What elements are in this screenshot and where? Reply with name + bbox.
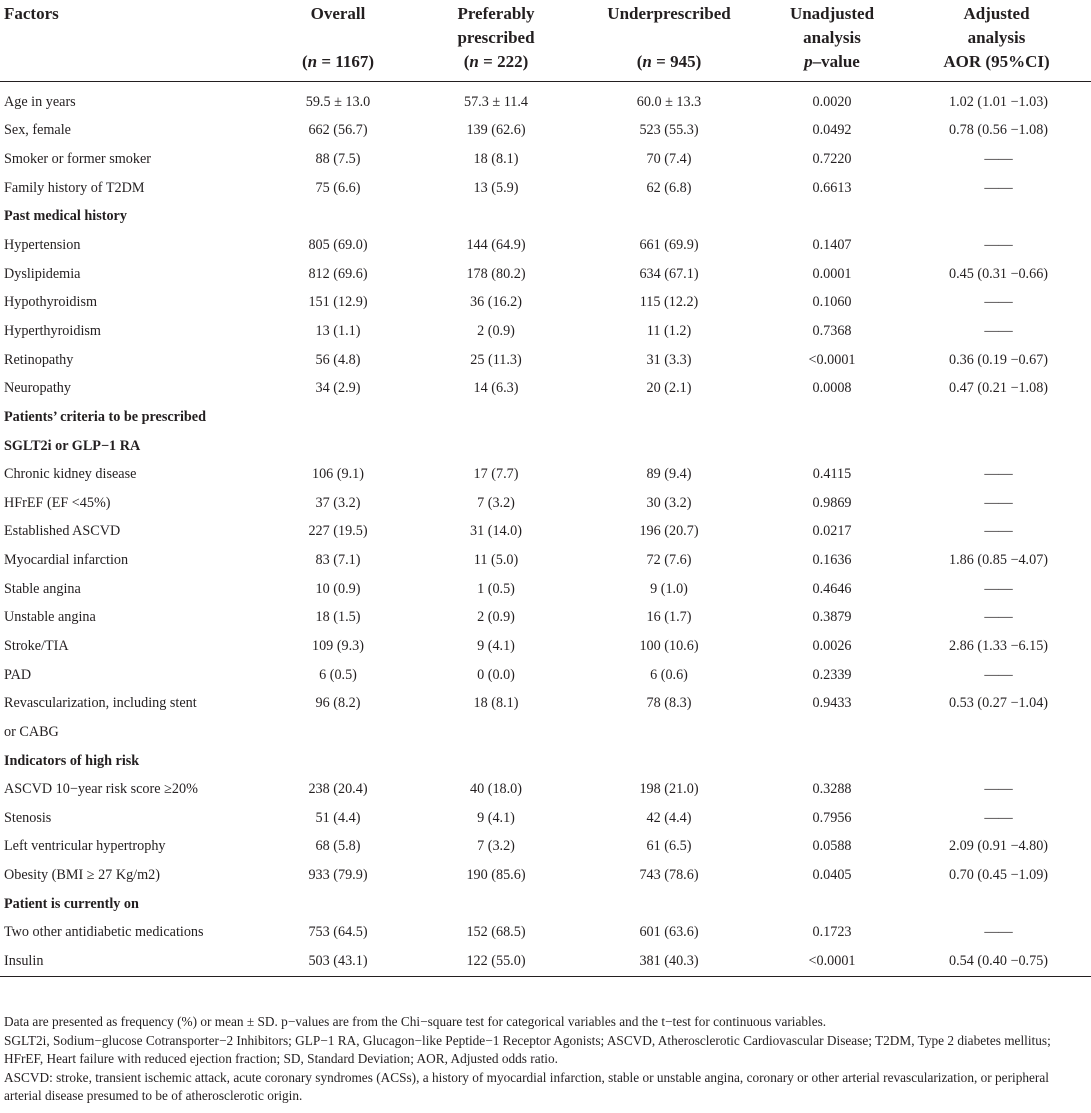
header-preferably-n: (n = 222) (463, 52, 529, 71)
cell-p: 0.0492 (812, 122, 852, 139)
cell-under: 70 (7.4) (646, 151, 692, 168)
table-row (0, 288, 1091, 317)
section-row (0, 890, 1091, 919)
cell-pref: 144 (64.9) (466, 237, 526, 254)
cell-aor: 2.09 (0.91 −4.80) (948, 838, 1049, 855)
cell-pref: 2 (0.9) (477, 609, 515, 626)
cell-label: Neuropathy (4, 380, 71, 397)
cell-p: 0.1636 (812, 552, 852, 569)
cell-pref: 13 (5.9) (473, 179, 519, 196)
cell-label: Established ASCVD (4, 523, 121, 540)
cell-overall: 662 (56.7) (308, 122, 368, 139)
cell-aor: 0.36 (0.19 −0.67) (948, 351, 1049, 368)
cell-overall: 88 (7.5) (315, 151, 361, 168)
cell-overall: 238 (20.4) (308, 781, 368, 798)
cell-p: 0.3288 (812, 781, 852, 798)
cell-overall: 503 (43.1) (264, 947, 412, 976)
cell-under: 60.0 ± 13.3 (636, 93, 702, 110)
table-row (0, 604, 1091, 633)
cell-pref: 152 (68.5) (466, 924, 526, 941)
header-unadjusted-line2: analysis (803, 28, 861, 47)
cell-overall: 6 (0.5) (319, 666, 357, 683)
cell-pref: 1 (0.5) (477, 580, 515, 597)
header-unadjusted (758, 0, 906, 82)
cell-under: 9 (1.0) (650, 580, 688, 597)
table-row (0, 346, 1091, 375)
section-row (0, 203, 1091, 232)
cell-p: 0.6613 (812, 179, 852, 196)
cell-under: 100 (10.6) (639, 637, 699, 654)
cell-pref: 190 (85.6) (466, 867, 526, 884)
header-under-line1: Underprescribed (607, 4, 731, 23)
cell-pref: 17 (7.7) (473, 466, 519, 483)
section-heading: Indicators of high risk (4, 752, 140, 769)
table-row (0, 947, 1091, 976)
table-row (0, 260, 1091, 289)
cell-p: 0.1723 (812, 924, 852, 941)
cell-under: 6 (0.6) (650, 666, 688, 683)
cell-p: 0.4115 (812, 466, 852, 483)
header-factors-label: Factors (4, 4, 59, 23)
cell-label: Family history of T2DM (4, 179, 145, 196)
table-row (0, 374, 1091, 403)
cell-label: ASCVD 10−year risk score ≥20% (4, 781, 198, 798)
cell-pref: 9 (4.1) (477, 637, 515, 654)
cell-pref: 36 (16.2) (469, 294, 522, 311)
cell-pref: 40 (18.0) (469, 781, 522, 798)
cell-pref: 18 (8.1) (473, 151, 519, 168)
cell-label: Two other antidiabetic medications (4, 924, 204, 941)
cell-aor: —— (984, 809, 1013, 826)
cell-under: 115 (12.2) (639, 294, 699, 311)
table-row (0, 718, 1091, 747)
cell-under: 72 (7.6) (646, 552, 692, 569)
table-row (0, 317, 1091, 346)
cell-aor: —— (984, 924, 1013, 941)
section-heading: SGLT2i or GLP−1 RA (4, 437, 141, 454)
header-preferably (412, 0, 580, 82)
cell-overall: 106 (9.1) (311, 466, 364, 483)
section-row (0, 432, 1091, 461)
cell-p: 0.0217 (812, 523, 852, 540)
cell-pref: 139 (62.6) (466, 122, 526, 139)
cell-label: Hypothyroidism (4, 294, 98, 311)
header-overall-n: (n = 1167) (301, 52, 375, 71)
cell-under: 30 (3.2) (646, 494, 692, 511)
header-overall-line1: Overall (310, 4, 366, 23)
cell-label: Revascularization, including stent (4, 695, 197, 712)
cell-under: 78 (8.3) (646, 695, 692, 712)
header-unadjusted-p: p–value (804, 52, 860, 71)
cell-aor: —— (984, 466, 1013, 483)
table-row (0, 117, 1091, 146)
cell-label: Stenosis (4, 809, 52, 826)
cell-overall: 68 (5.8) (315, 838, 361, 855)
cell-p: 0.2339 (812, 666, 852, 683)
cell-overall: 75 (6.6) (315, 179, 361, 196)
cell-under: 20 (2.1) (646, 380, 692, 397)
cell-overall: 109 (9.3) (311, 637, 364, 654)
cell-label: Hyperthyroidism (4, 322, 101, 339)
table-row (0, 804, 1091, 833)
table-row (0, 689, 1091, 718)
cell-label: Age in years (4, 93, 76, 110)
cell-under: 381 (40.3) (580, 947, 758, 976)
cell-pref (412, 718, 580, 747)
cell-under (580, 718, 758, 747)
cell-pref: 7 (3.2) (477, 838, 515, 855)
cell-under: 89 (9.4) (646, 466, 692, 483)
header-row (0, 0, 1091, 82)
table-row (0, 775, 1091, 804)
table-row (0, 82, 1091, 117)
cell-overall: 10 (0.9) (315, 580, 361, 597)
cell-overall (264, 718, 412, 747)
cell-p: 0.1407 (812, 237, 852, 254)
cell-under: 62 (6.8) (646, 179, 692, 196)
cell-pref: 57.3 ± 11.4 (463, 93, 528, 110)
cell-label: Chronic kidney disease (4, 466, 137, 483)
cell-aor: 1.02 (1.01 −1.03) (948, 93, 1049, 110)
cell-overall: 812 (69.6) (308, 265, 368, 282)
cell-aor (906, 718, 1091, 747)
cell-pref: 0 (0.0) (477, 666, 515, 683)
cell-overall: 13 (1.1) (315, 322, 361, 339)
cell-under: 634 (67.1) (639, 265, 699, 282)
cell-overall: 18 (1.5) (315, 609, 361, 626)
cell-p: 0.0020 (812, 93, 852, 110)
cell-aor: 0.53 (0.27 −1.04) (948, 695, 1049, 712)
header-adjusted-line2: analysis (967, 28, 1026, 47)
cell-p: <0.0001 (808, 351, 856, 368)
section-row (0, 747, 1091, 776)
header-factors (0, 0, 264, 82)
table-row (0, 575, 1091, 604)
cell-pref: 31 (14.0) (469, 523, 522, 540)
cell-pref: 18 (8.1) (473, 695, 519, 712)
cell-p: <0.0001 (758, 947, 906, 976)
cell-under: 11 (1.2) (646, 322, 692, 339)
cell-under: 196 (20.7) (639, 523, 699, 540)
header-preferably-line2: prescribed (457, 28, 535, 47)
table-row (0, 861, 1091, 890)
cell-p: 0.9433 (812, 695, 852, 712)
section-heading: Patients’ criteria to be prescribed (4, 408, 206, 425)
cell-pref: 178 (80.2) (466, 265, 526, 282)
cell-aor: —— (984, 523, 1013, 540)
cell-overall: 933 (79.9) (308, 867, 368, 884)
cell-label: Obesity (BMI ≥ 27 Kg/m2) (4, 867, 160, 884)
cell-aor: 0.54 (0.40 −0.75) (906, 947, 1091, 976)
cell-overall: 83 (7.1) (315, 552, 361, 569)
cell-under: 523 (55.3) (639, 122, 699, 139)
cell-pref: 14 (6.3) (473, 380, 519, 397)
cell-overall: 753 (64.5) (308, 924, 368, 941)
table-row (0, 231, 1091, 260)
cell-p (758, 718, 906, 747)
table-row (0, 661, 1091, 690)
cell-p: 0.4646 (812, 580, 852, 597)
table-row (0, 145, 1091, 174)
cell-aor: —— (984, 580, 1013, 597)
cell-label: Myocardial infarction (4, 552, 129, 569)
cell-p: 0.0588 (812, 838, 852, 855)
footnote-1: Data are presented as frequency (%) or mean ± SD. p−values are from the Chi−square test for categorical variables and the t−test for continuous variables. (4, 1014, 827, 1029)
cell-overall: 37 (3.2) (315, 494, 361, 511)
cell-label: Smoker or former smoker (4, 151, 151, 168)
cell-label: Left ventricular hypertrophy (4, 838, 166, 855)
cell-aor: 0.70 (0.45 −1.09) (948, 867, 1049, 884)
table-row (0, 546, 1091, 575)
cell-label: Stroke/TIA (4, 637, 69, 654)
cell-aor: —— (984, 666, 1013, 683)
cell-overall: 805 (69.0) (308, 237, 368, 254)
table-row (0, 919, 1091, 948)
cell-under: 661 (69.9) (639, 237, 699, 254)
header-unadjusted-line1: Unadjusted (789, 4, 875, 23)
table-row (0, 460, 1091, 489)
header-preferably-line1: Preferably (457, 4, 535, 23)
cell-under: 198 (21.0) (639, 781, 699, 798)
footnote-3: ASCVD: stroke, transient ischemic attack, acute coronary syndromes (ACSs), a history of myocardial infarction, stable or unstable angina, coronary or other arterial revascularization, or peripheral arterial disease presumed to be of atherosclerotic origin. (4, 1069, 1049, 1103)
cell-label: Retinopathy (4, 351, 74, 368)
header-under (580, 0, 758, 82)
cell-label: Hypertension (4, 237, 81, 254)
cell-label: or CABG (4, 723, 59, 740)
cell-overall: 59.5 ± 13.0 (305, 93, 371, 110)
cell-under: 601 (63.6) (639, 924, 699, 941)
cell-label: Insulin (0, 947, 264, 976)
table-row (0, 489, 1091, 518)
cell-aor: —— (984, 781, 1013, 798)
cell-label: Stable angina (4, 580, 81, 597)
cell-overall: 151 (12.9) (308, 294, 368, 311)
cell-label: Dyslipidemia (4, 265, 81, 282)
cell-aor: 2.86 (1.33 −6.15) (948, 637, 1049, 654)
table-row (0, 518, 1091, 547)
cell-label: Sex, female (4, 122, 71, 139)
cell-aor: —— (984, 609, 1013, 626)
cell-aor: 0.47 (0.21 −1.08) (948, 380, 1049, 397)
cell-overall: 227 (19.5) (308, 523, 368, 540)
cell-p: 0.0008 (812, 380, 852, 397)
section-heading: Patient is currently on (4, 895, 139, 912)
cell-under: 16 (1.7) (646, 609, 692, 626)
cell-aor: 0.45 (0.31 −0.66) (948, 265, 1049, 282)
table-body (0, 82, 1091, 977)
cell-pref: 9 (4.1) (477, 809, 515, 826)
cell-p: 0.0405 (812, 867, 852, 884)
cell-label: Unstable angina (4, 609, 96, 626)
cell-aor: —— (984, 179, 1013, 196)
header-adjusted (906, 0, 1091, 82)
header-adjusted-line1: Adjusted (963, 4, 1030, 23)
cell-p: 0.9869 (812, 494, 852, 511)
cell-under: 42 (4.4) (646, 809, 692, 826)
cell-under: 743 (78.6) (639, 867, 699, 884)
table-footnotes (4, 1013, 1086, 1106)
cell-pref: 25 (11.3) (470, 351, 522, 368)
cell-aor: —— (984, 294, 1013, 311)
cell-pref: 122 (55.0) (412, 947, 580, 976)
cell-pref: 11 (5.0) (473, 552, 519, 569)
cell-p: 0.0001 (812, 265, 852, 282)
table-row (0, 632, 1091, 661)
cell-label: HFrEF (EF <45%) (4, 494, 111, 511)
header-adjusted-line3: AOR (95%CI) (943, 52, 1050, 71)
cell-under: 31 (3.3) (646, 351, 692, 368)
table-row (0, 174, 1091, 203)
header-overall (264, 0, 412, 82)
cell-label: PAD (4, 666, 32, 683)
header-under-n: (n = 945) (636, 52, 702, 71)
cell-pref: 2 (0.9) (477, 322, 515, 339)
cell-p: 0.1060 (812, 294, 852, 311)
cell-pref: 7 (3.2) (477, 494, 515, 511)
cell-under: 61 (6.5) (646, 838, 692, 855)
cell-p: 0.7220 (812, 151, 852, 168)
cell-p: 0.7368 (812, 322, 852, 339)
cell-overall: 96 (8.2) (315, 695, 361, 712)
cell-overall: 34 (2.9) (315, 380, 361, 397)
cell-overall: 51 (4.4) (315, 809, 361, 826)
cell-p: 0.3879 (812, 609, 852, 626)
cell-p: 0.7956 (812, 809, 852, 826)
footnote-2: SGLT2i, Sodium−glucose Cotransporter−2 Inhibitors; GLP−1 RA, Glucagon−like Peptide−1 Receptor Agonists; ASCVD, Atherosclerotic Cardiovascular Disease; T2DM, Type 2 diabetes mellitus; HFrEF, Heart failure with reduced ejection fraction; SD, Standard Deviation; AOR, Adjusted odds ratio. (4, 1032, 1051, 1066)
section-row (0, 403, 1091, 432)
cell-aor: 1.86 (0.85 −4.07) (948, 552, 1049, 569)
cell-overall: 56 (4.8) (315, 351, 361, 368)
cell-aor: —— (984, 322, 1013, 339)
cell-aor: 0.78 (0.56 −1.08) (948, 122, 1049, 139)
table-row (0, 833, 1091, 862)
cell-aor: —— (984, 237, 1013, 254)
cell-aor: —— (984, 494, 1013, 511)
section-heading: Past medical history (4, 208, 127, 225)
cell-aor: —— (984, 151, 1013, 168)
cell-p: 0.0026 (812, 637, 852, 654)
